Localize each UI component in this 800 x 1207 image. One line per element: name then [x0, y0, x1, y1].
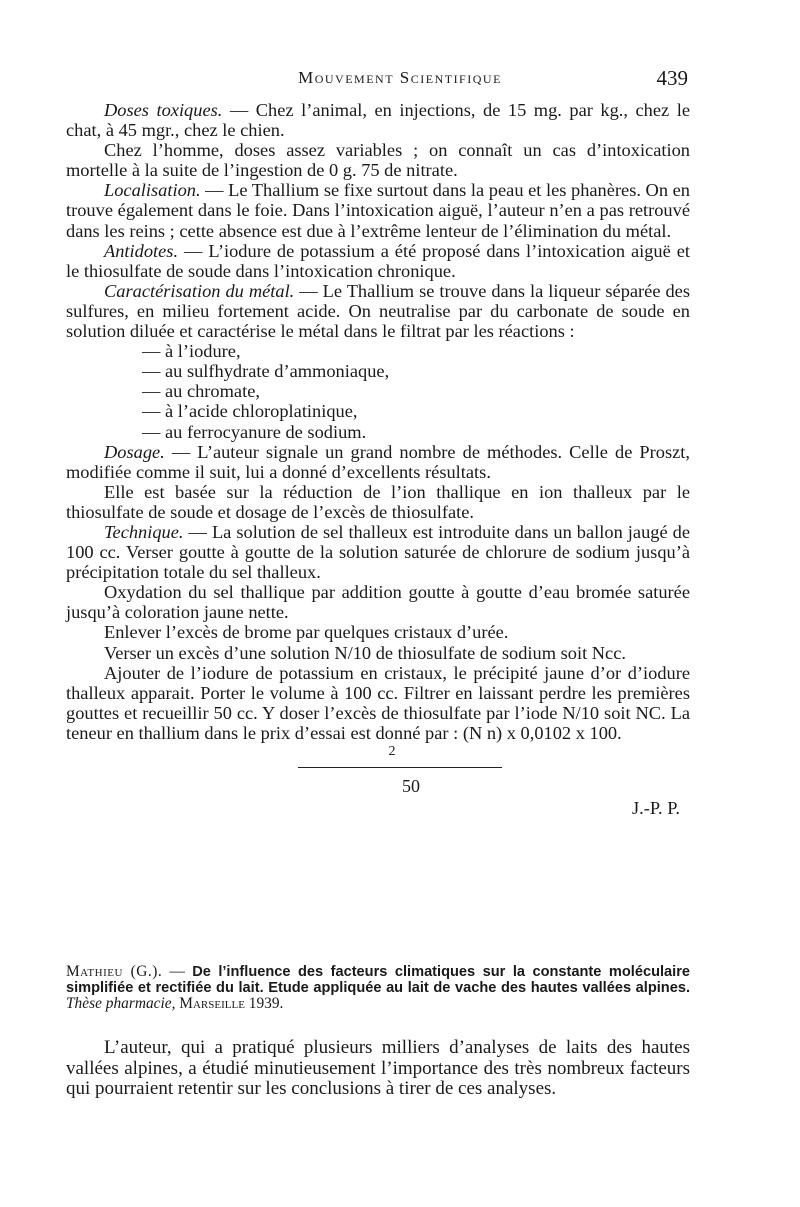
paragraph-technique	[66, 522, 690, 582]
text-technique: — La solution de sel thalleux est introduite dans un ballon jaugé de 100 cc. Verser goutte à goutte de la solution saturée de chlorure de sodium jusqu’à précipitation totale du sel thalleux.	[66, 521, 690, 583]
list-item: — au chromate,	[142, 381, 260, 402]
paragraph-doses	[66, 100, 690, 140]
heading-antidotes: Antidotes.	[104, 240, 179, 261]
technique-step: Ajouter de l’iodure de potassium en cristaux, le précipité jaune d’or d’iodure thalleux apparait. Porter le volume à 100 cc. Filtrer en laissant perdre les premières gouttes et recueillir 50 cc. Y doser l’excès de thiosulfate par l’iode N/10 soit NC. La teneur en thallium dans le prix d’essai est donné par : (N n) x 0,0102 x 100.	[66, 662, 690, 743]
paragraph-antidotes	[66, 241, 690, 281]
list-item: — au sulfhydrate d’ammoniaque,	[142, 361, 390, 382]
reference-dash: —	[162, 963, 193, 980]
paragraph-dosage-principle: Elle est basée sur la réduction de l’ion thallique en ion thalleux par le thiosulfate de soude et dosage de l’excès de thiosulfate.	[66, 481, 690, 522]
fraction-denominator: 50	[402, 776, 420, 796]
list-item: — à l’iodure,	[142, 341, 241, 362]
review-text	[66, 1038, 690, 1100]
list-item: — à l’acide chloroplatinique,	[142, 401, 358, 422]
paragraph-doses-human: Chez l’homme, doses assez variables ; on connaît un cas d’intoxication mortelle à la suite de l’ingestion de 0 g. 75 de nitrate.	[66, 140, 690, 181]
page-number: 439	[656, 66, 688, 90]
text-antidotes: — L’iodure de potassium a été proposé dans l’intoxication aiguë et le thiosulfate de soude dans l’intoxication chronique.	[66, 240, 690, 281]
running-title: Mouvement Scientifique	[298, 68, 502, 87]
text-dosage: — L’auteur signale un grand nombre de méthodes. Celle de Proszt, modifiée comme il suit, lui a donné d’excellents résultats.	[66, 441, 690, 482]
bibliographic-reference	[66, 964, 690, 1013]
reference-title: De l’influence des facteurs climatiques sur la constante moléculaire simplifiée et rectifiée du lait. Etude appliquée au lait de vache des hautes vallées alpines.	[66, 964, 691, 997]
fraction-numerator: 2	[388, 744, 396, 759]
text-caracterisation: — Le Thallium se trouve dans la liqueur séparée des sulfures, en milieu fortement acide. On neutralise par du carbonate de soude en solution diluée et caractérise le métal dans le filtrat par les réactions :	[66, 280, 690, 342]
heading-doses: Doses toxiques.	[104, 100, 223, 120]
running-header	[0, 64, 800, 94]
main-text	[66, 100, 690, 818]
heading-technique: Technique.	[104, 521, 184, 542]
review-paragraph: L’auteur, qui a pratiqué plusieurs milliers d’analyses de laits des hautes vallées alpines, a étudié minutieusement l’importance des très nombreux facteurs qui pourraient retentir sur les conclusions à tirer de ces analyses.	[66, 1037, 690, 1099]
paragraph-localisation	[66, 180, 690, 240]
technique-step: Enlever l’excès de brome par quelques cristaux d’urée.	[104, 622, 509, 643]
reference-thesis: Thèse pharmacie,	[66, 995, 176, 1013]
fraction-rule	[298, 767, 502, 768]
text-doses: — Chez l’animal, en injections, de 15 mg. par kg., chez le chat, à 45 mgr., chez le chien.	[66, 100, 690, 141]
text-localisation: — Le Thallium se fixe surtout dans la peau et les phanères. On en trouve également dans le foie. Dans l’intoxication aiguë, l’auteur n’en a pas retrouvé dans les reins ; cette absence est due à l’extrême lenteur de l’élimination du métal.	[66, 180, 690, 241]
heading-caracterisation: Caractérisation du métal.	[104, 280, 295, 301]
reference-author: Mathieu (G.).	[66, 963, 163, 980]
signature: J.-P. P.	[631, 798, 680, 818]
heading-dosage: Dosage.	[104, 441, 165, 462]
list-item: — au ferrocyanure de sodium.	[142, 421, 367, 442]
reaction-list	[66, 341, 690, 441]
paragraph-caracterisation	[66, 281, 690, 341]
technique-step: Verser un excès d’une solution N/10 de thiosulfate de sodium soit Ncc.	[104, 642, 626, 663]
technique-step: Oxydation du sel thallique par addition goutte à goutte d’eau bromée saturée jusqu’à coloration jaune nette.	[66, 582, 690, 623]
reference-place-year: Marseille 1939.	[179, 995, 284, 1013]
heading-localisation: Localisation.	[104, 180, 201, 201]
paragraph-dosage	[66, 442, 690, 482]
